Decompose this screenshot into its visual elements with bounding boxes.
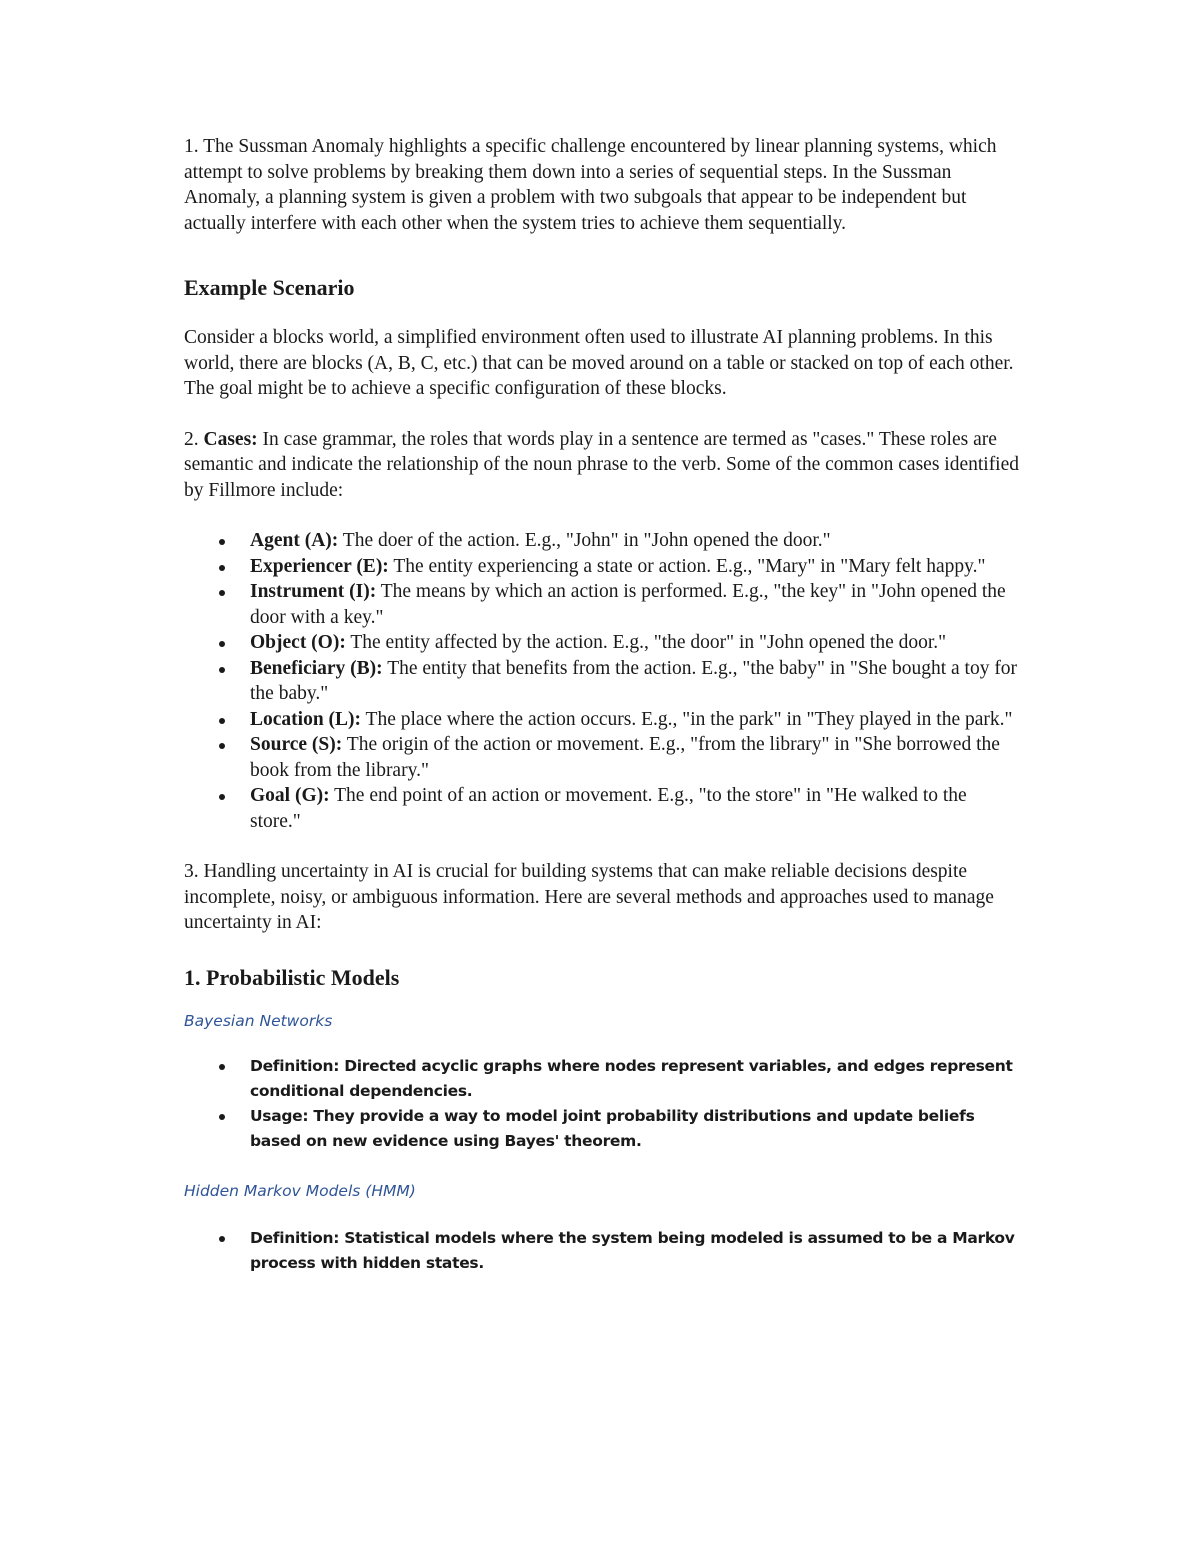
case-term: Agent (A):: [250, 530, 339, 551]
bayesian-list: [184, 1054, 1020, 1154]
item-description: They provide a way to model joint probability distributions and update beliefs based on new evidence using Bayes' theorem.: [250, 1106, 975, 1150]
hmm-heading: Hidden Markov Models (HMM): [184, 1181, 416, 1200]
list-item: [250, 630, 1020, 656]
list-item: [250, 1104, 1020, 1154]
cases-term: Cases:: [203, 428, 258, 450]
item-term: Definition:: [250, 1056, 340, 1075]
item-term: Definition:: [250, 1228, 340, 1247]
case-term: Object (O):: [250, 632, 346, 653]
bayesian-networks-heading: Bayesian Networks: [184, 1011, 333, 1030]
case-description: The place where the action occurs. E.g., "in the park" in "They played in the park.": [361, 708, 1013, 730]
case-description: The entity experiencing a state or action. E.g., "Mary" in "Mary felt happy.": [388, 555, 986, 577]
hmm-list: [184, 1226, 1020, 1276]
item-description: Statistical models where the system being modeled is assumed to be a Markov process with hidden states.: [250, 1228, 1015, 1272]
list-item: [250, 783, 1020, 834]
list-item: [250, 707, 1020, 733]
list-item: [250, 732, 1020, 783]
uncertainty-paragraph: 3. Handling uncertainty in AI is crucial for building systems that can make reliable decisions despite incomplete, noisy, or ambiguous information. Here are several methods and approaches used to manage uncertainty in AI:: [184, 861, 994, 933]
case-term: Instrument (I):: [250, 581, 377, 602]
probabilistic-models-heading: 1. Probabilistic Models: [184, 964, 400, 990]
blocks-world-paragraph: Consider a blocks world, a simplified environment often used to illustrate AI planning problems. In this world, there are blocks (A, B, C, etc.) that can be moved around on a table or stacked on top of each other. The goal might be to achieve a specific configuration of these blocks.: [184, 327, 1014, 399]
cases-list: [184, 528, 1020, 834]
list-item: [250, 1054, 1020, 1104]
case-term: Beneficiary (B):: [250, 657, 383, 679]
cases-intro-text: In case grammar, the roles that words play in a sentence are termed as "cases." These roles are semantic and indicate the relationship of the noun phrase to the verb. Some of the common cases identified by Fillmore include:: [184, 428, 1020, 501]
case-description: The doer of the action. E.g., "John" in "John opened the door.": [338, 530, 831, 551]
cases-intro-paragraph: [184, 427, 1020, 504]
example-scenario-heading: Example Scenario: [184, 275, 355, 300]
list-item: [250, 528, 1020, 554]
item-term: Usage:: [250, 1106, 309, 1125]
case-description: The entity affected by the action. E.g., "the door" in "John opened the door.": [345, 632, 947, 653]
list-item: [250, 1226, 1020, 1276]
cases-number: 2.: [184, 428, 204, 450]
case-term: Experiencer (E):: [250, 555, 389, 577]
sussman-paragraph: 1. The Sussman Anomaly highlights a specific challenge encountered by linear planning systems, which attempt to solve problems by breaking them down into a series of sequential steps. In the Sussman Anomaly, a planning system is given a problem with two subgoals that appear to be independent but actually interfere with each other when the system tries to achieve them sequentially.: [184, 136, 997, 234]
case-term: Goal (G):: [250, 785, 330, 806]
case-description: The entity that benefits from the action. E.g., "the baby" in "She bought a toy for the baby.": [250, 657, 1018, 704]
list-item: [250, 579, 1020, 630]
case-term: Source (S):: [250, 734, 343, 755]
case-term: Location (L):: [250, 708, 362, 730]
document-page: [184, 134, 1020, 1302]
item-description: Directed acyclic graphs where nodes represent variables, and edges represent conditional dependencies.: [250, 1056, 1013, 1100]
case-description: The end point of an action or movement. E.g., "to the store" in "He walked to the store.": [250, 785, 967, 832]
list-item: [250, 554, 1020, 580]
case-description: The origin of the action or movement. E.g., "from the library" in "She borrowed the book from the library.": [250, 734, 1000, 781]
list-item: [250, 656, 1020, 707]
case-description: The means by which an action is performed. E.g., "the key" in "John opened the door with a key.": [250, 581, 1006, 628]
